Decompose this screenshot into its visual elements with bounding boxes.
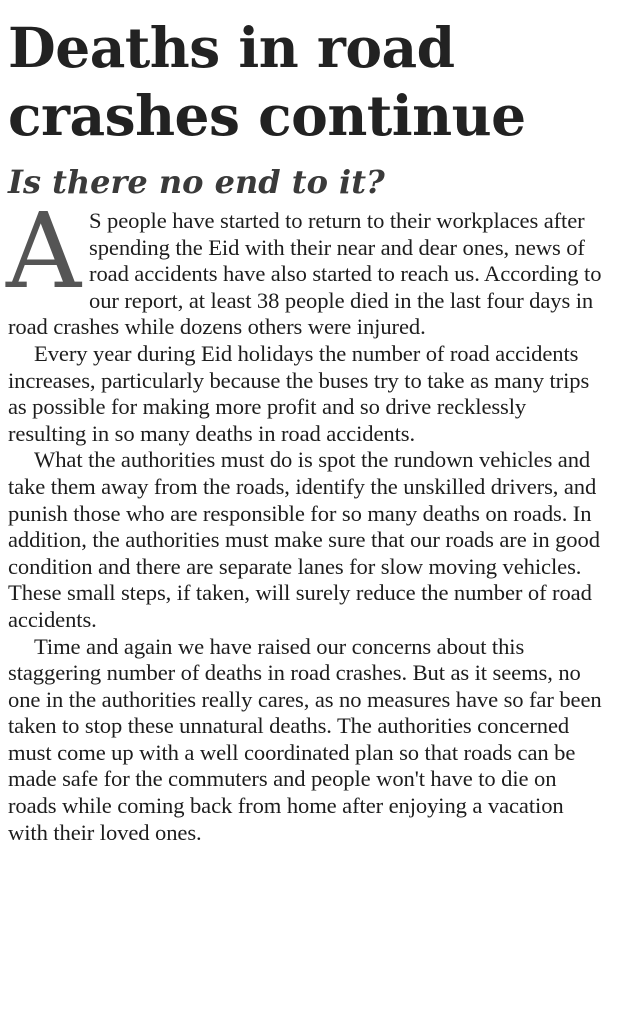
headline-line-2: crashes continue [8, 83, 526, 148]
article-body [6, 190, 604, 846]
subheadline: Is there no end to it? [8, 163, 385, 201]
editorial-article [8, 14, 604, 846]
paragraph-1-text: S people have started to return to their workplaces after spending the Eid with their near and dear ones, news of road accidents have also started to reach us. According to our report, at least 38 people died in the last four days in road crashes while dozens others were injured. [8, 208, 602, 340]
headline [8, 14, 604, 150]
headline-line-1: Deaths in road [8, 15, 455, 80]
paragraph-4: Time and again we have raised our concerns about this staggering number of deaths in road crashes. But as it seems, no one in the authorities really cares, as no measures have so far been taken to stop these unnatural deaths. The authorities concerned must come up with a well coordinated plan so that roads can be made safe for the commuters and people won't have to die on roads while coming back from home after enjoying a vacation with their loved ones. [8, 633, 602, 845]
drop-cap: A [6, 190, 82, 312]
paragraph-1 [6, 190, 604, 341]
paragraph-3: What the authorities must do is spot the rundown vehicles and take them away from the roads, identify the unskilled drivers, and punish those who are responsible for so many deaths on roads. In addition, the authorities must make sure that our roads are in good condition and there are separate lanes for slow moving vehicles. These small steps, if taken, will surely reduce the number of road accidents. [8, 447, 600, 632]
paragraph-2: Every year during Eid holidays the number of road accidents increases, particularly because the buses try to take as many trips as possible for making more profit and so drive recklessly resulting in so many deaths in road accidents. [8, 340, 590, 446]
